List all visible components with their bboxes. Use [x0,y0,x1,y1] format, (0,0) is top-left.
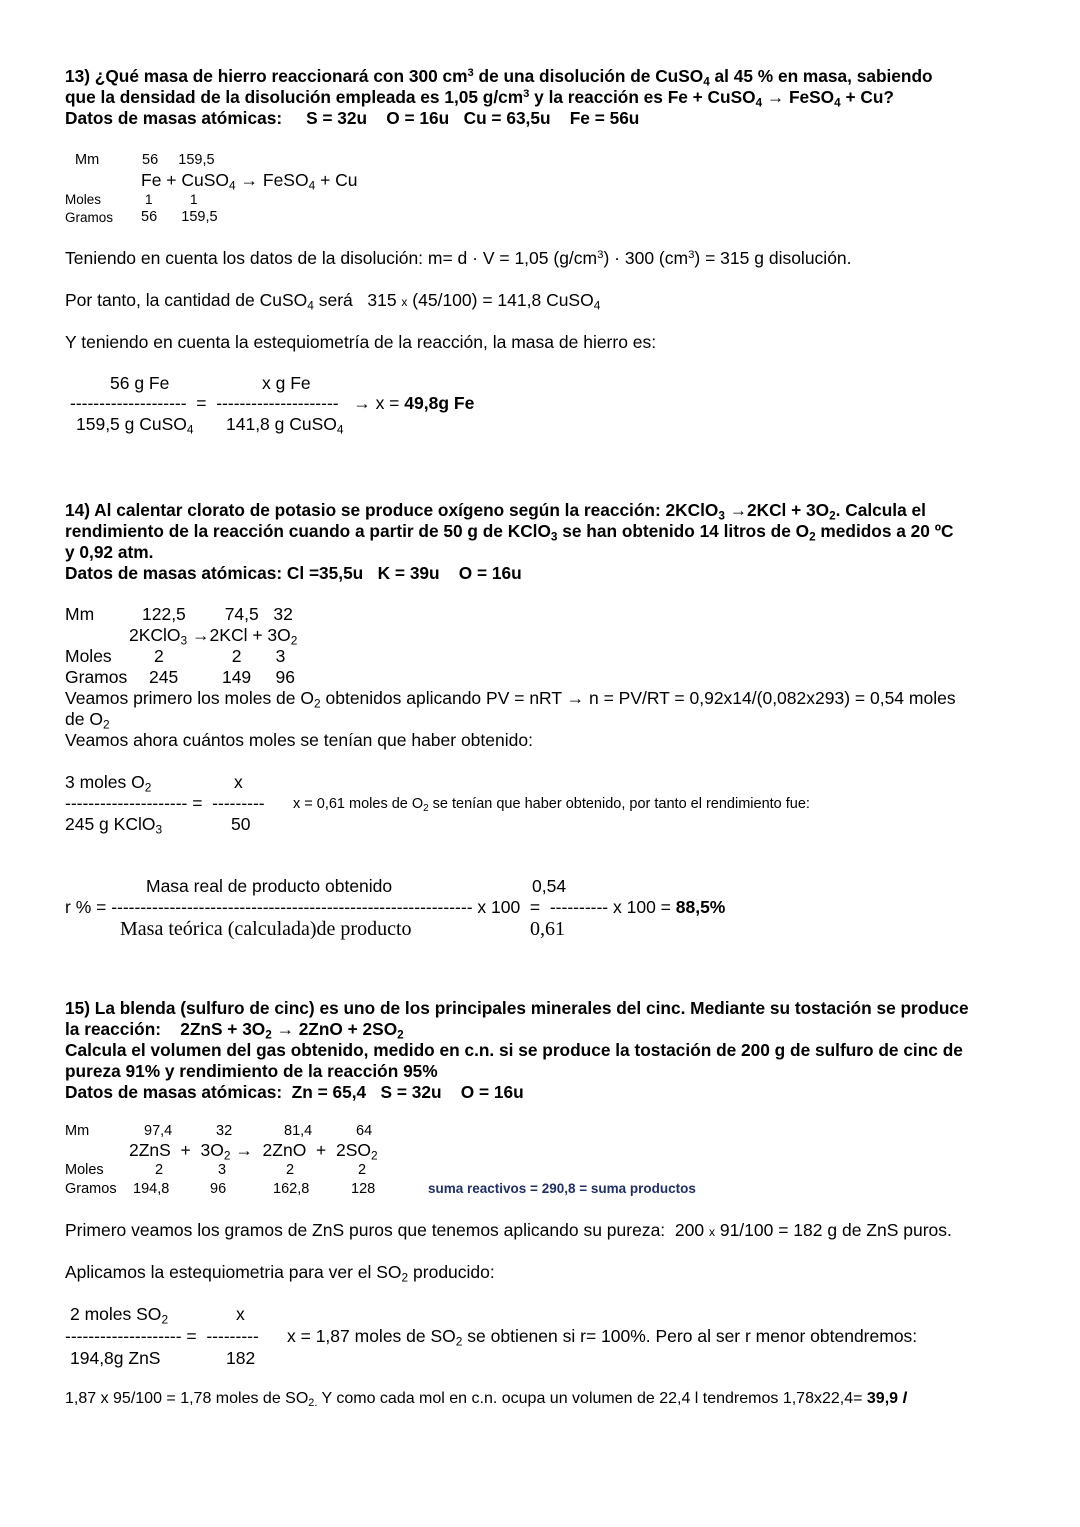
sub: 2 [314,696,321,711]
sub: 2. [308,1397,318,1410]
text: será 315 [313,290,402,310]
p15-question-line-3: Calcula el volumen del gas obtenido, medido en c.n. si se produce la tostación de 200 g de sulfuro de cinc de [65,1040,963,1060]
p14-line-ideal-gas-cont [65,709,110,730]
text: x = 0,61 moles de O [293,796,424,812]
p13-line-mass-solution [65,248,852,269]
sub: 2 [290,633,298,648]
text: → 2ZnO + 2SO [271,1019,398,1039]
p15-moles-label: Moles [65,1162,104,1178]
text: Veamos primero los moles de O [65,688,314,708]
p14-question-line-1 [65,500,926,521]
sub: 2 [397,1028,404,1042]
p15-mm-value: 32 [216,1123,233,1139]
p13-question-line-2 [65,87,894,108]
sub: 3 [550,530,558,544]
p15-final-answer [65,1390,907,1408]
p15-gramos-value: 194,8 [133,1181,170,1197]
p13-moles-label: Moles [65,192,102,207]
p13-line-stoichiometry: Y teniendo en cuenta la estequiometría de la reacción, la masa de hierro es: [65,332,657,352]
text: 1,87 x 95/100 = 1,78 moles de SO [65,1390,309,1407]
p13-gramos-label: Gramos [65,210,114,225]
sub: 2 [423,802,429,814]
p15-frac-num-2: x [236,1304,245,1324]
p15-frac-bar: -------------------- = --------- [65,1326,259,1346]
sub: 4 [336,422,344,437]
p15-gramos-value: 162,8 [273,1181,310,1197]
text: 245 g KClO [65,814,156,834]
p14-yield-numerator: Masa real de producto obtenido [146,876,393,896]
sub: 4 [593,298,601,313]
p14-yield-denominator-value: 0,61 [530,918,565,940]
p13-frac-den-1 [76,414,194,435]
text: ) = 315 g disolución. [694,248,852,268]
p15-gramos-value: 128 [351,1181,376,1197]
p15-atomic-masses: Datos de masas atómicas: Zn = 65,4 S = 32u O = 16u [65,1082,524,1102]
sub: 4 [186,422,194,437]
sub: 2 [829,509,836,523]
p14-frac-result-text [293,795,810,813]
sub: 3 [155,822,163,837]
text: al 45 % en masa, sabiendo [709,66,933,86]
p15-line-stoichiometry [65,1262,495,1283]
text: 2KClO [129,625,181,645]
p14-question-line-3: y 0,92 atm. [65,542,154,562]
p14-yield-numerator-value: 0,54 [532,876,567,896]
text: se obtienen si r= 100%. Pero al ser r menor obtendremos: [462,1326,918,1346]
text: se tenían que haber obtenido, por tanto el rendimiento fue: [428,796,810,812]
p13-question-line-1 [65,66,933,87]
text: Aplicamos la estequiometria para ver el SO [65,1262,402,1282]
text: se han obtenido 14 litros de O [557,521,810,541]
text: → FeSO [235,170,309,190]
text: producido: [408,1262,495,1282]
text: (45/100) = 141,8 CuSO [407,290,594,310]
text: + Cu [315,170,358,190]
text: de O [65,709,103,729]
p14-frac-bar: --------------------- = --------- [65,793,265,813]
text: obtenidos aplicando PV = nRT → n = PV/RT = 0,92x14/(0,082x293) = 0,54 moles [320,688,956,708]
sub: 2 [401,1270,409,1285]
p14-yield-denominator: Masa teórica (calculada)de producto [120,918,412,940]
sub: 3 [180,633,188,648]
text: medidos a 20 ºC [815,521,954,541]
text: r % = [65,897,112,917]
text: Y como cada mol en c.n. ocupa un volumen de 22,4 l tendremos 1,78x22,4= [317,1390,867,1407]
sub: 4 [308,178,316,193]
p13-frac-num-1: 56 g Fe [110,373,170,393]
text: . Calcula el [835,500,926,520]
text: y la reacción es Fe + CuSO [529,87,756,107]
text: x [708,1225,715,1239]
p15-question-line-4: pureza 91% y rendimiento de la reacción 95% [65,1061,438,1081]
sub: 3 [718,509,725,523]
text: 2ZnS + 3O [129,1140,224,1160]
sub: 2 [809,530,816,544]
p14-gramos-label: Gramos [65,667,128,687]
result-unit: l [902,1390,907,1407]
p14-moles-values: 2 2 3 [154,646,286,666]
p14-frac-num-1 [65,772,151,793]
p14-frac-den-1 [65,814,162,835]
text: 159,5 g CuSO [76,414,187,434]
text: 91/100 = 182 g de ZnS puros. [714,1220,952,1240]
p13-mm-label: Mm [75,152,100,168]
p14-line-theoretical: Veamos ahora cuántos moles se tenían que haber obtenido: [65,730,533,750]
text: 14) Al calentar clorato de potasio se produce oxígeno según la reacción: 2KClO [65,500,719,520]
text: Teniendo en cuenta los datos de la disolución: m= d · V = 1,05 (g/cm [65,248,598,268]
text: Por tanto, la cantidad de CuSO [65,290,308,310]
p14-frac-den-2: 50 [231,814,251,834]
text: → x = [353,393,405,413]
sup: 3 [467,66,474,79]
sub: 2 [223,1148,231,1163]
text: 13) ¿Qué masa de hierro reaccionará con 300 cm [65,66,468,86]
p15-moles-value: 2 [155,1162,164,1178]
p13-frac-den-2 [226,414,344,435]
p15-gramos-value: 96 [210,1181,227,1197]
result-value: 49,8g Fe [404,393,475,413]
text: + Cu? [840,87,894,107]
sub: 2 [161,1312,169,1327]
p14-gramos-values: 245 149 96 [149,667,295,687]
p15-frac-den-1: 194,8g ZnS [70,1348,161,1368]
p13-frac-num-2: x g Fe [262,373,311,393]
p15-frac-den-2: 182 [226,1348,256,1368]
sup: 3 [523,87,530,100]
text: 141,8 g CuSO [226,414,337,434]
p14-atomic-masses: Datos de masas atómicas: Cl =35,5u K = 39u O = 16u [65,563,522,583]
p13-atomic-masses: Datos de masas atómicas: S = 32u O = 16u Cu = 63,5u Fe = 56u [65,108,640,128]
p13-line-cuso4-amount [65,290,600,313]
text: de una disolución de CuSO [473,66,704,86]
p13-moles-values: 1 1 [145,192,198,207]
sub: 4 [703,75,710,89]
p14-question-line-2 [65,521,954,542]
p14-yield-bar [65,897,725,918]
p15-question-line-1: 15) La blenda (sulfuro de cinc) es uno de los principales minerales del cinc. Mediante su tostación se produce [65,998,969,1018]
text: Fe + CuSO [141,170,230,190]
text: -------------------- = --------------------- [70,393,339,413]
p14-mm-label: Mm [65,604,95,624]
p14-mm-values: 122,5 74,5 32 [142,604,293,624]
p15-mm-value: 64 [356,1123,373,1139]
text: x = 1,87 moles de SO [287,1326,456,1346]
text: x [401,295,408,309]
p13-gramos-values: 56 159,5 [141,209,218,225]
p15-moles-value: 3 [218,1162,227,1178]
p15-mass-balance-note: suma reactivos = 290,8 = suma productos [428,1181,696,1196]
text: la reacción: 2ZnS + 3O [65,1019,266,1039]
text: → 2ZnO + 2SO [230,1140,372,1160]
p14-moles-label: Moles [65,646,112,666]
sub: 4 [834,96,841,110]
text: 3 moles O [65,772,145,792]
p15-question-line-2 [65,1019,404,1040]
text: rendimiento de la reacción cuando a partir de 50 g de KClO [65,521,551,541]
text: Primero veamos los gramos de ZnS puros que tenemos aplicando su pureza: 200 [65,1220,709,1240]
sub: 4 [307,298,314,313]
sub: 2 [144,780,152,795]
p14-equation [129,625,297,646]
p13-frac-bar [70,393,474,414]
p15-mm-label: Mm [65,1123,90,1139]
sub: 4 [229,178,236,193]
sub: 2 [265,1028,272,1042]
sup: 3 [597,248,604,261]
sub: 2 [455,1334,463,1349]
p15-moles-value: 2 [358,1162,367,1178]
text: 2 moles SO [70,1304,162,1324]
sub: 2 [102,717,110,732]
p15-mm-value: 97,4 [144,1123,173,1139]
p13-equation [141,170,358,191]
result-value: 88,5% [675,897,726,917]
text: →2KCl + 3O [724,500,830,520]
p15-gramos-label: Gramos [65,1181,117,1197]
result-value: 39,9 [866,1390,903,1407]
p15-line-purity [65,1220,952,1243]
text: -------------------------------------------------------------- x 100 = ---------- x 100 = [111,897,676,917]
sub: 2 [371,1148,378,1163]
p15-equation [129,1140,378,1161]
p13-mm-values: 56 159,5 [142,152,215,168]
text: →2KCl + 3O [187,625,291,645]
text: que la densidad de la disolución empleada es 1,05 g/cm [65,87,524,107]
p14-frac-num-2: x [234,772,243,792]
text: ) · 300 (cm [603,248,689,268]
p15-moles-value: 2 [286,1162,295,1178]
p15-frac-result-text [287,1326,917,1347]
text: → FeSO [762,87,835,107]
p15-frac-num-1 [70,1304,168,1325]
sup: 3 [688,248,695,261]
p14-line-ideal-gas [65,688,956,709]
sub: 4 [755,96,763,110]
p15-mm-value: 81,4 [284,1123,313,1139]
